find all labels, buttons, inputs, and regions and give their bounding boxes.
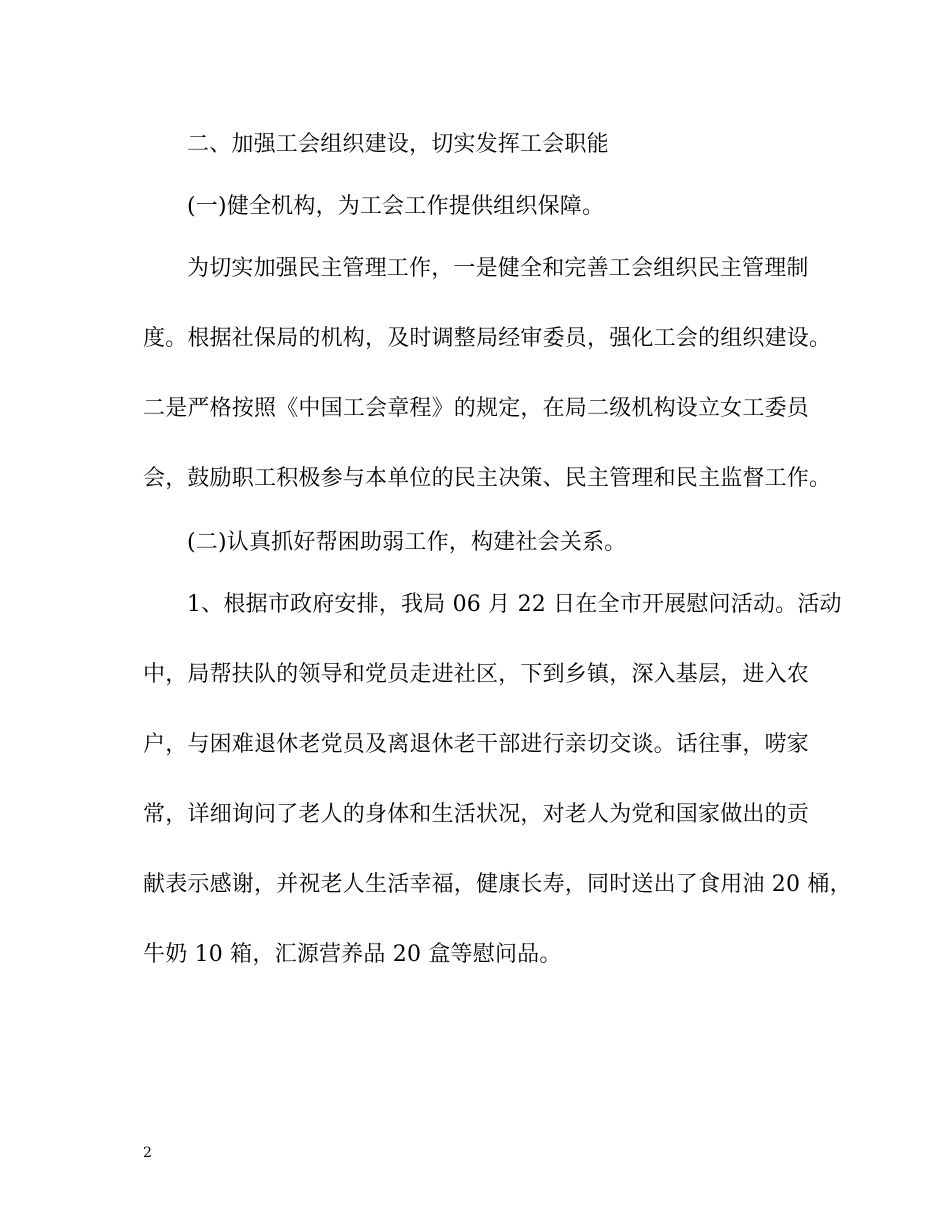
paragraph-line: 度。根据社保局的机构，及时调整局经审委员，强化工会的组织建设。 — [143, 326, 832, 351]
paragraph-line: 牛奶 10 箱，汇源营养品 20 盒等慰问品。 — [143, 942, 562, 967]
paragraph-line: 1、根据市政府安排，我局 06 月 22 日在全市开展慰问活动。活动 — [187, 592, 842, 617]
subsection-heading-1: (一)健全机构，为工会工作提供组织保障。 — [187, 194, 605, 219]
paragraph-line: 中，局帮扶队的领导和党员走进社区，下到乡镇，深入基层，进入农 — [143, 662, 810, 687]
paragraph-line: 户，与困难退休老党员及离退休老干部进行亲切交谈。话往事，唠家 — [143, 732, 810, 757]
subsection-heading-2: (二)认真抓好帮困助弱工作，构建社会关系。 — [187, 530, 627, 555]
paragraph-line: 献表示感谢，并祝老人生活幸福，健康长寿，同时送出了食用油 20 桶， — [143, 872, 852, 897]
section-heading: 二、加强工会组织建设，切实发挥工会职能 — [187, 132, 609, 157]
paragraph-line: 常，详细询问了老人的身体和生活状况，对老人为党和国家做出的贡 — [143, 802, 810, 827]
page-number: 2 — [143, 1145, 152, 1161]
paragraph-line: 会，鼓励职工积极参与本单位的民主决策、民主管理和民主监督工作。 — [143, 466, 832, 491]
paragraph-line: 二是严格按照《中国工会章程》的规定，在局二级机构设立女工委员 — [143, 396, 810, 421]
paragraph-line: 为切实加强民主管理工作，一是健全和完善工会组织民主管理制 — [187, 256, 809, 281]
